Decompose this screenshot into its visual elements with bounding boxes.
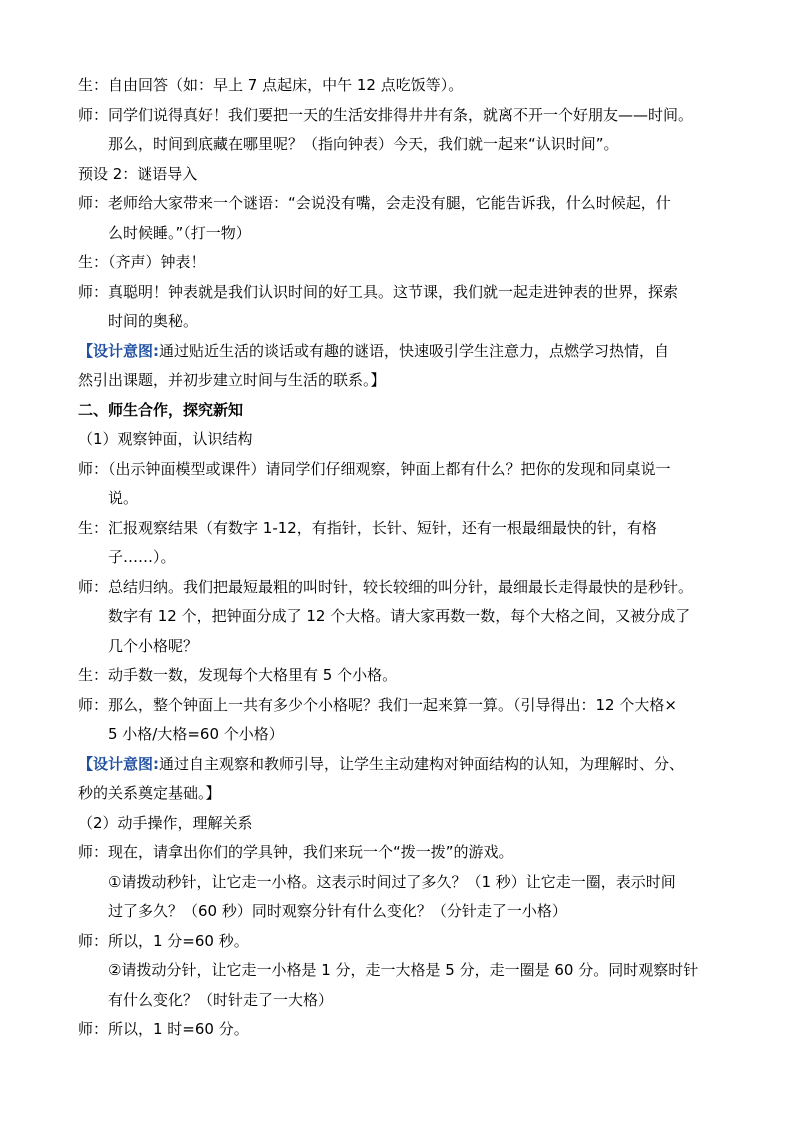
text-line: 么时候睡。”（打一物） — [108, 223, 251, 242]
text-line: 师：同学们说得真好！我们要把一天的生活安排得井井有条，就离不开一个好朋友——时间。 — [78, 105, 694, 124]
text-line: 那么，时间到底藏在哪里呢？（指向钟表）今天，我们就一起来“认识时间”。 — [108, 135, 619, 153]
text-line: 时间的奥秘。 — [108, 312, 199, 330]
text-line: ②请拨动分针，让它走一小格是 1 分，走一大格是 5 分，走一圈是 60 分。同时观察时针 — [108, 961, 699, 979]
text-line: 师：所以，1 时=60 分。 — [78, 1020, 249, 1038]
text-line: 然引出课题，并初步建立时间与生活的联系。】 — [78, 371, 386, 389]
design-intent-line — [78, 750, 734, 780]
design-intent-line — [78, 337, 734, 367]
text-line: ①请拨动秒针，让它走一小格。这表示时间过了多久？（1 秒）让它走一圈，表示时间 — [108, 872, 676, 891]
design-intent-text: 通过自主观察和教师引导，让学生主动建构对钟面结构的认知，为理解时、分、 — [159, 754, 685, 773]
design-intent-label: 【设计意图: — [78, 341, 159, 360]
design-intent-text: 通过贴近生活的谈话或有趣的谜语，快速吸引学生注意力，点燃学习热情，自 — [159, 341, 670, 360]
text-line: 生：汇报观察结果（有数字 1-12，有指针，长针、短针，还有一根最细最快的针，有格 — [78, 518, 657, 537]
text-line: 师：总结归纳。我们把最短最粗的叫时针，较长较细的叫分针，最细最长走得最快的是秒针。 — [78, 577, 694, 596]
text-line: 几个小格呢？ — [108, 636, 199, 655]
text-line: 预设 2：谜语导入 — [78, 164, 198, 183]
subsection-heading: （1）观察钟面，认识结构 — [78, 430, 253, 448]
text-line: 有什么变化？（时针走了一大格） — [108, 990, 334, 1009]
text-line: 说。 — [108, 489, 139, 507]
design-intent-label: 【设计意图: — [78, 754, 159, 773]
text-line: 师：（出示钟面模型或课件）请同学们仔细观察，钟面上都有什么？把你的发现和同桌说一 — [78, 459, 671, 478]
text-line: 子……）。 — [108, 548, 176, 566]
text-line: 5 小格/大格=60 个小格） — [108, 725, 284, 743]
text-line: 生：（齐声）钟表！ — [78, 253, 206, 271]
text-line: 师：真聪明！钟表就是我们认识时间的好工具。这节课，我们就一起走进钟表的世界，探索 — [78, 282, 679, 301]
text-line: 师：老师给大家带来一个谜语：“会说没有嘴，会走没有腿，它能告诉我，什么时候起，什 — [78, 194, 671, 212]
text-line: 师：现在，请拿出你们的学具钟，我们来玩一个“拨一拨”的游戏。 — [78, 843, 514, 861]
text-line: 秒的关系奠定基础。】 — [78, 784, 221, 802]
text-line: 生：动手数一数，发现每个大格里有 5 个小格。 — [78, 666, 398, 684]
section-heading: 二、师生合作，探究新知 — [78, 400, 244, 419]
text-line: 生：自由回答（如：早上 7 点起床，中午 12 点吃饭等）。 — [78, 76, 464, 94]
text-line: 师：那么，整个钟面上一共有多少个小格呢？我们一起来算一算。（引导得出：12 个大格× — [78, 695, 677, 714]
text-line: 师：所以，1 分=60 秒。 — [78, 931, 249, 950]
text-line: 数字有 12 个，把钟面分成了 12 个大格。请大家再数一数，每个大格之间，又被分成了 — [108, 607, 691, 625]
text-line: 过了多久？（60 秒）同时观察分针有什么变化？（分针走了一小格） — [108, 902, 567, 920]
subsection-heading: （2）动手操作，理解关系 — [78, 813, 253, 832]
